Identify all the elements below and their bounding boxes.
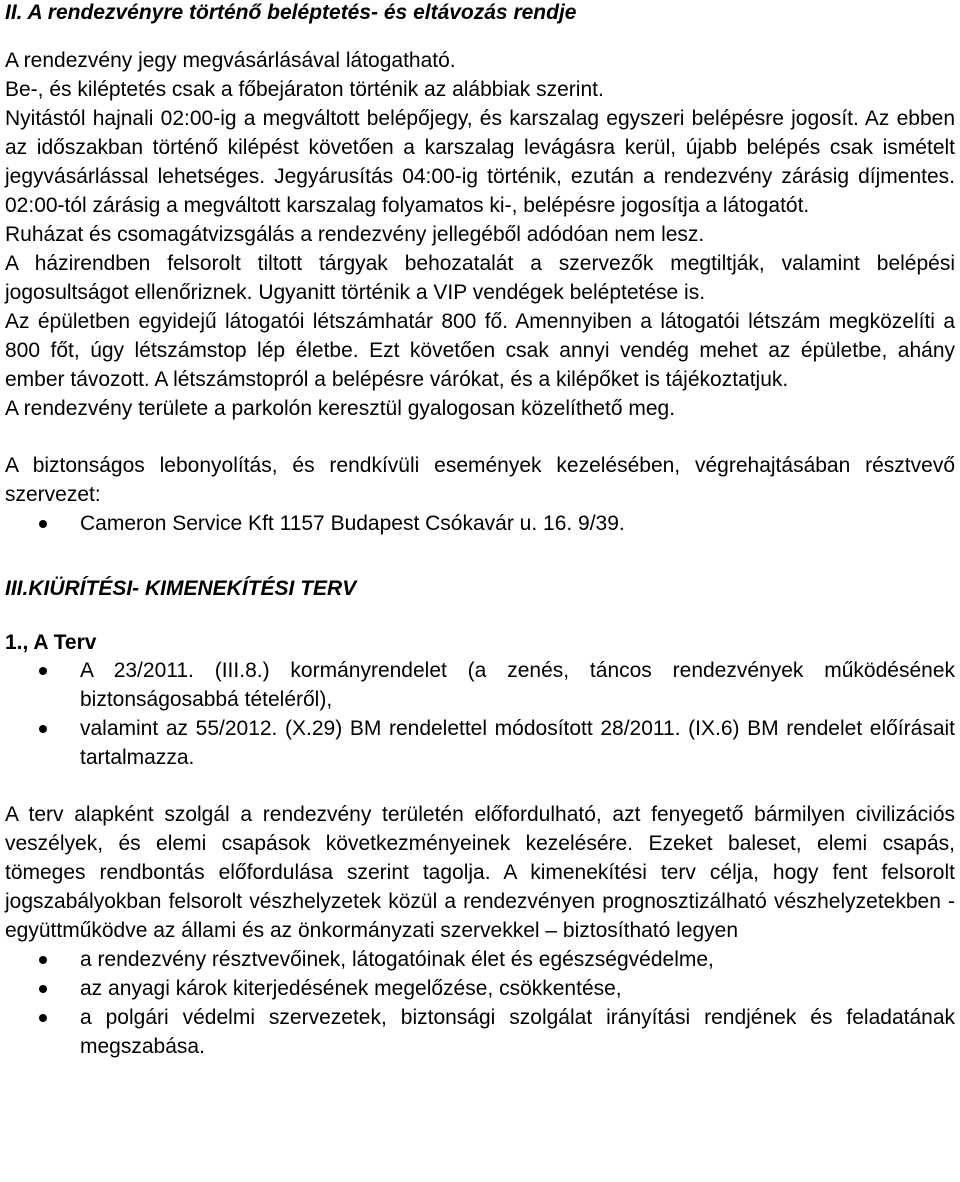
security-company-text: Cameron Service Kft 1157 Budapest Csókavár u. 16. 9/39. [80,512,625,535]
document-page [5,0,955,1061]
security-organization-list [5,509,955,538]
plan-regulation-list [5,656,955,772]
paragraph-prohibited-items: A házirendben felsorolt tiltott tárgyak behozatalát a szervezők megtiltják, valamint belépési jogosultságot ellenőriznek. Ugyanitt történik a VIP vendégek beléptetése is. [5,252,955,304]
list-item [5,945,955,974]
paragraph-access: A rendezvény területe a parkolón keresztül gyalogosan közelíthető meg. [5,397,676,420]
bullet-icon [39,667,47,675]
section-heading-evacuation: III.KIÜRÍTÉSI- KIMENEKÍTÉSI TERV [5,577,357,600]
paragraph-ticket: A rendezvény jegy megvásárlásával látogatható. [5,49,456,72]
paragraph-main-entrance: Be-, és kiléptetés csak a főbejáraton történik az alábbiak szerint. [5,78,604,101]
section-heading-entry-exit: II. A rendezvényre történő beléptetés- és eltávozás rendje [5,1,577,24]
list-item [5,509,955,538]
bullet-icon [39,956,47,964]
paragraph-plan-purpose: A terv alapként szolgál a rendezvény területén előfordulható, azt fenyegető bármilyen civilizációs veszélyek, és elemi csapások következményeinek kezelésére. Ezeket baleset, elemi csapás, tömeges rendbontás előfordulása szerint tagolja. A kimenekítési terv célja, hogy fent felsorolt jogszabályokban felsorolt vészhelyzetek közül a rendezvényen prognosztizálható vészhelyzetekben - együttműködve az állami és az önkormányzati szervekkel – biztosítható legyen [5,803,955,942]
paragraph-security-intro: A biztonságos lebonyolítás, és rendkívüli események kezelésében, végrehajtásában résztvevő szervezet: [5,454,955,506]
subheading-plan: 1., A Terv [5,631,97,654]
bullet-icon [39,725,47,733]
plan-item-text: valamint az 55/2012. (X.29) BM rendelettel módosított 28/2011. (IX.6) BM rendelet előírásait tartalmazza. [80,717,955,769]
paragraph-capacity: Az épületben egyidejű látogatói létszámhatár 800 fő. Amennyiben a látogatói létszám megközelíti a 800 főt, úgy létszámstop lép életbe. Ezt követően csak annyi vendég mehet az épületbe, ahány ember távozott. A létszámstopról a belépésre várókat, és a kilépőket is tájékoztatjuk. [5,310,955,391]
plan-item-text: A 23/2011. (III.8.) kormányrendelet (a zenés, táncos rendezvények működésének biztonságosabbá tételéről), [80,659,955,711]
list-item [5,714,955,772]
list-item [5,1003,955,1061]
bullet-icon [39,520,47,528]
plan-goals-list [5,945,955,1061]
bullet-icon [39,1014,47,1022]
list-item [5,656,955,714]
bullet-icon [39,985,47,993]
paragraph-wristband: Nyitástól hajnali 02:00-ig a megváltott belépőjegy, és karszalag egyszeri belépésre jogosít. Az ebben az időszakban történő kilépést követően a karszalag levágásra kerül, újabb belépés csak ismételt jegyvásárlással lehetséges. Jegyárusítás 04:00-ig történik, ezután a rendezvény zárásig díjmentes. 02:00-tól zárásig a megváltott karszalag folyamatos ki-, belépésre jogosítja a látogatót. [5,107,955,217]
list-item [5,974,955,1003]
paragraph-inspection: Ruházat és csomagátvizsgálás a rendezvény jellegéből adódóan nem lesz. [5,223,705,246]
goal-item-text: a polgári védelmi szervezetek, biztonsági szolgálat irányítási rendjének és feladatának megszabása. [80,1006,955,1058]
goal-item-text: a rendezvény résztvevőinek, látogatóinak élet és egészségvédelme, [80,948,714,971]
goal-item-text: az anyagi károk kiterjedésének megelőzése, csökkentése, [80,977,622,1000]
